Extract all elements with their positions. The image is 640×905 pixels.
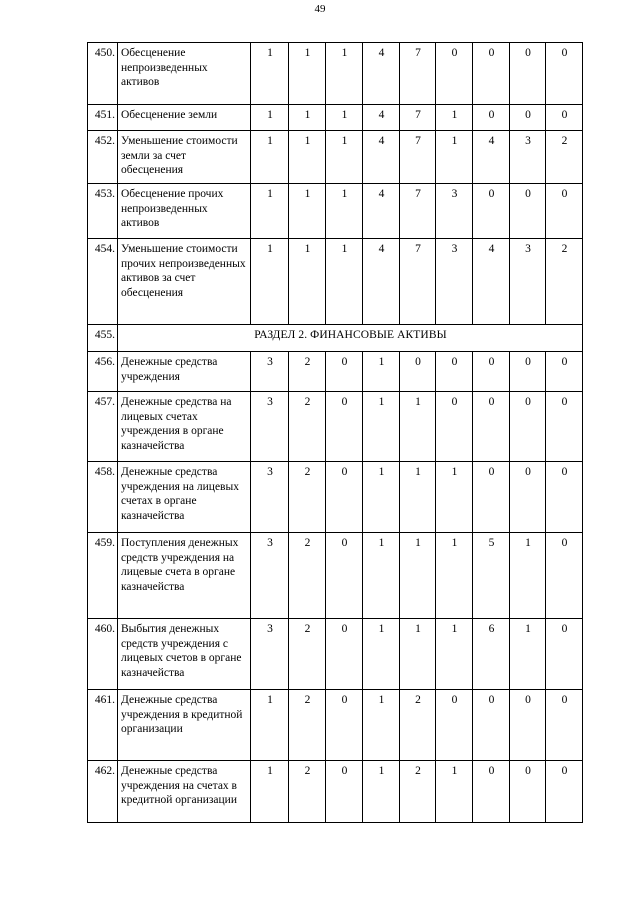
code-digit: 1 bbox=[363, 619, 400, 690]
table-row bbox=[88, 392, 583, 462]
code-digit: 1 bbox=[510, 533, 546, 619]
code-digit: 1 bbox=[436, 131, 473, 184]
code-digit: 1 bbox=[289, 105, 326, 131]
code-digit: 0 bbox=[326, 352, 363, 392]
code-digit: 0 bbox=[546, 352, 583, 392]
row-number: 457. bbox=[88, 392, 118, 462]
row-number: 450. bbox=[88, 43, 118, 105]
account-name: Обесценение земли bbox=[118, 105, 251, 131]
row-number: 462. bbox=[88, 761, 118, 823]
code-digit: 1 bbox=[436, 533, 473, 619]
code-digit: 2 bbox=[400, 690, 436, 761]
code-digit: 3 bbox=[510, 131, 546, 184]
code-digit: 0 bbox=[473, 690, 510, 761]
code-digit: 6 bbox=[473, 619, 510, 690]
code-digit: 0 bbox=[546, 392, 583, 462]
code-digit: 0 bbox=[473, 761, 510, 823]
code-digit: 0 bbox=[400, 352, 436, 392]
code-digit: 1 bbox=[326, 239, 363, 325]
code-digit: 0 bbox=[326, 690, 363, 761]
account-name: Обесценение непроизведенных активов bbox=[118, 43, 251, 105]
code-digit: 1 bbox=[436, 619, 473, 690]
code-digit: 1 bbox=[363, 392, 400, 462]
code-digit: 0 bbox=[473, 43, 510, 105]
code-digit: 1 bbox=[436, 462, 473, 533]
accounts-table bbox=[87, 42, 583, 823]
code-digit: 3 bbox=[436, 184, 473, 239]
table-row bbox=[88, 352, 583, 392]
code-digit: 0 bbox=[546, 619, 583, 690]
code-digit: 4 bbox=[363, 184, 400, 239]
code-digit: 0 bbox=[473, 184, 510, 239]
code-digit: 0 bbox=[546, 43, 583, 105]
code-digit: 2 bbox=[289, 462, 326, 533]
section-row bbox=[88, 325, 583, 352]
code-digit: 1 bbox=[326, 43, 363, 105]
code-digit: 1 bbox=[289, 239, 326, 325]
code-digit: 0 bbox=[473, 462, 510, 533]
code-digit: 0 bbox=[436, 352, 473, 392]
code-digit: 1 bbox=[510, 619, 546, 690]
code-digit: 1 bbox=[436, 761, 473, 823]
code-digit: 7 bbox=[400, 239, 436, 325]
code-digit: 7 bbox=[400, 43, 436, 105]
code-digit: 2 bbox=[289, 619, 326, 690]
code-digit: 7 bbox=[400, 131, 436, 184]
code-digit: 2 bbox=[546, 131, 583, 184]
code-digit: 7 bbox=[400, 184, 436, 239]
code-digit: 0 bbox=[510, 105, 546, 131]
code-digit: 1 bbox=[251, 131, 289, 184]
code-digit: 3 bbox=[251, 619, 289, 690]
code-digit: 1 bbox=[363, 761, 400, 823]
table-row bbox=[88, 43, 583, 105]
code-digit: 0 bbox=[510, 392, 546, 462]
code-digit: 3 bbox=[251, 352, 289, 392]
code-digit: 0 bbox=[510, 690, 546, 761]
table-row bbox=[88, 690, 583, 761]
page-number: 49 bbox=[314, 3, 326, 15]
code-digit: 0 bbox=[326, 533, 363, 619]
code-digit: 0 bbox=[326, 462, 363, 533]
code-digit: 1 bbox=[251, 761, 289, 823]
code-digit: 1 bbox=[251, 184, 289, 239]
code-digit: 0 bbox=[546, 462, 583, 533]
code-digit: 0 bbox=[510, 761, 546, 823]
code-digit: 1 bbox=[326, 131, 363, 184]
code-digit: 2 bbox=[400, 761, 436, 823]
code-digit: 0 bbox=[326, 619, 363, 690]
account-name: Денежные средства учреждения bbox=[118, 352, 251, 392]
account-name: Уменьшение стоимости земли за счет обесценения bbox=[118, 131, 251, 184]
row-number: 461. bbox=[88, 690, 118, 761]
code-digit: 3 bbox=[251, 392, 289, 462]
table-row bbox=[88, 462, 583, 533]
code-digit: 1 bbox=[251, 43, 289, 105]
row-number: 453. bbox=[88, 184, 118, 239]
code-digit: 0 bbox=[510, 462, 546, 533]
section-heading: РАЗДЕЛ 2. ФИНАНСОВЫЕ АКТИВЫ bbox=[118, 325, 583, 352]
code-digit: 0 bbox=[326, 761, 363, 823]
code-digit: 0 bbox=[436, 43, 473, 105]
code-digit: 0 bbox=[326, 392, 363, 462]
code-digit: 3 bbox=[436, 239, 473, 325]
account-name: Уменьшение стоимости прочих непроизведенных активов за счет обесценения bbox=[118, 239, 251, 325]
code-digit: 1 bbox=[326, 105, 363, 131]
code-digit: 2 bbox=[289, 690, 326, 761]
code-digit: 4 bbox=[473, 239, 510, 325]
code-digit: 0 bbox=[546, 533, 583, 619]
row-number: 460. bbox=[88, 619, 118, 690]
code-digit: 0 bbox=[510, 43, 546, 105]
code-digit: 0 bbox=[436, 690, 473, 761]
code-digit: 3 bbox=[251, 533, 289, 619]
row-number: 451. bbox=[88, 105, 118, 131]
code-digit: 1 bbox=[363, 533, 400, 619]
row-number: 459. bbox=[88, 533, 118, 619]
row-number: 458. bbox=[88, 462, 118, 533]
code-digit: 1 bbox=[400, 619, 436, 690]
account-name: Денежные средства учреждения в кредитной организации bbox=[118, 690, 251, 761]
table-row bbox=[88, 184, 583, 239]
row-number: 452. bbox=[88, 131, 118, 184]
code-digit: 1 bbox=[400, 462, 436, 533]
account-name: Денежные средства на лицевых счетах учреждения в органе казначейства bbox=[118, 392, 251, 462]
code-digit: 1 bbox=[436, 105, 473, 131]
code-digit: 0 bbox=[473, 392, 510, 462]
table-row bbox=[88, 105, 583, 131]
code-digit: 1 bbox=[400, 392, 436, 462]
code-digit: 0 bbox=[546, 690, 583, 761]
code-digit: 2 bbox=[289, 392, 326, 462]
table-row bbox=[88, 619, 583, 690]
code-digit: 1 bbox=[251, 239, 289, 325]
code-digit: 2 bbox=[546, 239, 583, 325]
code-digit: 1 bbox=[251, 105, 289, 131]
code-digit: 1 bbox=[363, 690, 400, 761]
code-digit: 4 bbox=[473, 131, 510, 184]
code-digit: 0 bbox=[510, 184, 546, 239]
code-digit: 4 bbox=[363, 43, 400, 105]
code-digit: 0 bbox=[436, 392, 473, 462]
code-digit: 2 bbox=[289, 761, 326, 823]
table-row bbox=[88, 239, 583, 325]
code-digit: 0 bbox=[473, 105, 510, 131]
code-digit: 3 bbox=[510, 239, 546, 325]
code-digit: 0 bbox=[546, 184, 583, 239]
code-digit: 0 bbox=[546, 105, 583, 131]
code-digit: 1 bbox=[400, 533, 436, 619]
code-digit: 0 bbox=[473, 352, 510, 392]
row-number: 454. bbox=[88, 239, 118, 325]
code-digit: 1 bbox=[289, 43, 326, 105]
code-digit: 1 bbox=[289, 184, 326, 239]
code-digit: 2 bbox=[289, 352, 326, 392]
account-name: Денежные средства учреждения на счетах в кредитной организации bbox=[118, 761, 251, 823]
table-row bbox=[88, 761, 583, 823]
code-digit: 0 bbox=[546, 761, 583, 823]
row-number: 455. bbox=[88, 325, 118, 352]
code-digit: 4 bbox=[363, 105, 400, 131]
code-digit: 7 bbox=[400, 105, 436, 131]
row-number: 456. bbox=[88, 352, 118, 392]
code-digit: 2 bbox=[289, 533, 326, 619]
table-row bbox=[88, 533, 583, 619]
code-digit: 4 bbox=[363, 239, 400, 325]
table-row bbox=[88, 131, 583, 184]
code-digit: 1 bbox=[326, 184, 363, 239]
account-name: Поступления денежных средств учреждения на лицевые счета в органе казначейства bbox=[118, 533, 251, 619]
code-digit: 1 bbox=[289, 131, 326, 184]
code-digit: 1 bbox=[251, 690, 289, 761]
code-digit: 5 bbox=[473, 533, 510, 619]
code-digit: 1 bbox=[363, 462, 400, 533]
account-name: Выбытия денежных средств учреждения с лицевых счетов в органе казначейства bbox=[118, 619, 251, 690]
account-name: Денежные средства учреждения на лицевых счетах в органе казначейства bbox=[118, 462, 251, 533]
account-name: Обесценение прочих непроизведенных активов bbox=[118, 184, 251, 239]
code-digit: 1 bbox=[363, 352, 400, 392]
code-digit: 0 bbox=[510, 352, 546, 392]
code-digit: 4 bbox=[363, 131, 400, 184]
code-digit: 3 bbox=[251, 462, 289, 533]
